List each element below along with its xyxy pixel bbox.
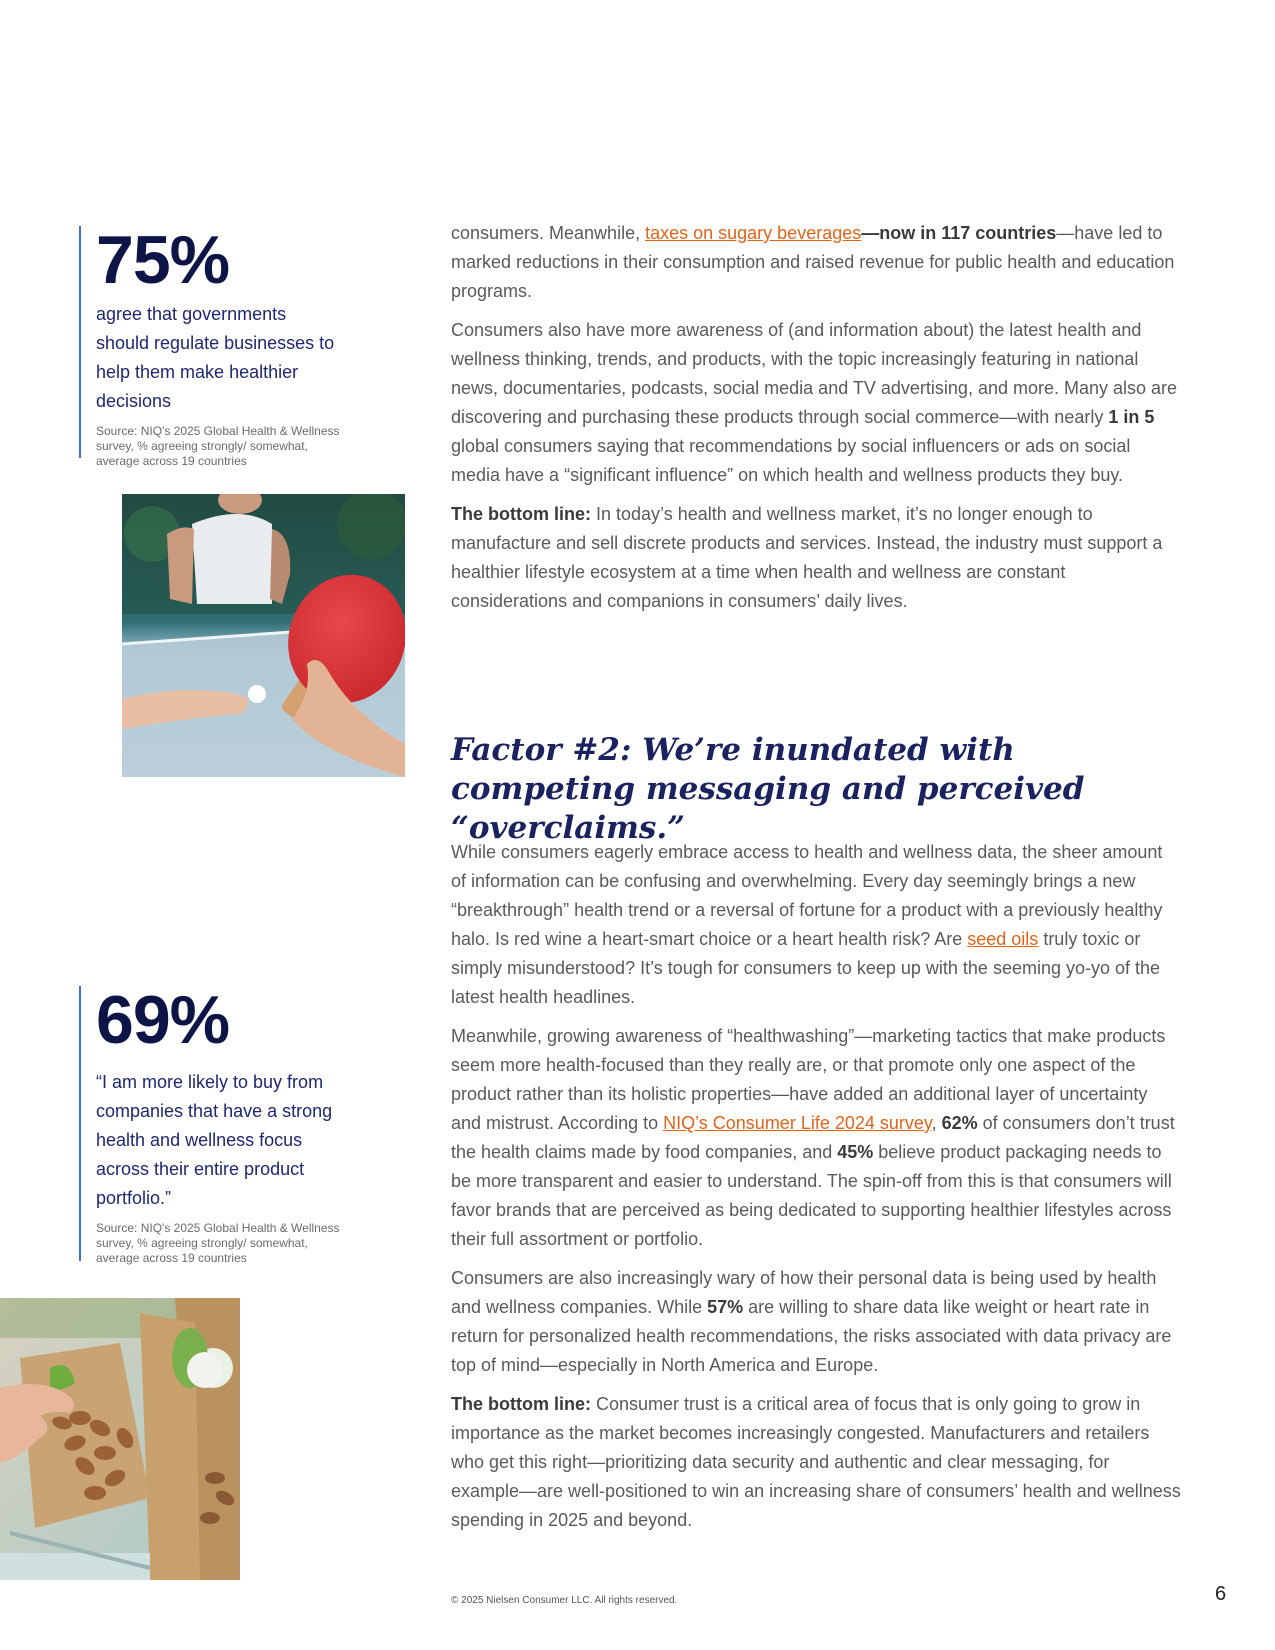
seed-oils-link[interactable]: seed oils xyxy=(967,929,1039,949)
body-section-2 xyxy=(451,838,1181,1545)
body-section-1 xyxy=(451,219,1181,626)
stat-value: 69% xyxy=(96,982,230,1058)
paragraph: Meanwhile, growing awareness of “healthwashing”—marketing tactics that make products seem more health-focused than they really are, or that promote only one aspect of the product rather than its holistic properties—have added an additional layer of uncertainty and mistrust. According to NIQ’s Consumer Life 2024 survey, 62% of consumers don’t trust the health claims made by food companies, and 45% believe product packaging needs to be more transparent and easier to understand. The spin-off from this is that consumers will favor brands that are perceived as being dedicated to supporting healthier lifestyles across their full assortment or portfolio. xyxy=(451,1026,1175,1249)
bottom-line-paragraph: The bottom line: Consumer trust is a critical area of focus that is only going to grow in importance as the market becomes increasingly congested. Manufacturers and retailers who get this right—prioritizing data security and authentic and clear messaging, for example—are well-positioned to win an increasing share of consumers’ health and wellness spending in 2025 and beyond. xyxy=(451,1394,1181,1530)
almonds-photo xyxy=(0,1298,240,1580)
copyright-footer: © 2025 Nielsen Consumer LLC. All rights reserved. xyxy=(451,1595,678,1606)
ping-pong-photo xyxy=(122,494,405,777)
paragraph: Consumers are also increasingly wary of how their personal data is being used by health and wellness companies. While 57% are willing to share data like weight or heart rate in return for personalized health recommendations, the risks associated with data privacy are top of mind—especially in North America and Europe. xyxy=(451,1268,1172,1375)
stat-callout-69 xyxy=(79,982,341,1265)
stat-description: agree that governments should regulate businesses to help them make healthier decisions xyxy=(96,304,335,411)
taxes-sugary-beverages-link[interactable]: taxes on sugary beverages xyxy=(645,223,862,243)
paragraph: Consumers also have more awareness of (and information about) the latest health and wellness thinking, trends, and products, with the topic increasingly featuring in national news, documentaries, podcasts, social media and TV advertising, and more. Many also are discovering and purchasing these products through social commerce—with nearly 1 in 5 global consumers saying that recommendations by social influencers or ads on social media have a “significant influence” on which health and wellness products they buy. xyxy=(451,320,1178,485)
bottom-line-paragraph: The bottom line: In today’s health and wellness market, it’s no longer enough to manufacture and sell discrete products and services. Instead, the industry must support a healthier lifestyle ecosystem at a time when health and wellness are constant considerations and companions in consumers’ daily lives. xyxy=(451,504,1163,611)
consumer-life-survey-link[interactable]: NIQ’s Consumer Life 2024 survey xyxy=(663,1113,932,1133)
stat-callout-75 xyxy=(79,222,341,468)
page-number: 6 xyxy=(1215,1583,1227,1605)
stat-source: Source: NIQ's 2025 Global Health & Wellness survey, % agreeing strongly/ somewhat, average across 19 countries xyxy=(96,424,340,468)
paragraph: While consumers eagerly embrace access to health and wellness data, the sheer amount of information can be confusing and overwhelming. Every day seemingly brings a new “breakthrough” health trend or a reversal of fortune for a product with a previously healthy halo. Is red wine a heart-smart choice or a heart health risk? Are seed oils truly toxic or simply misunderstood? It’s tough for consumers to keep up with the seeming yo-yo of the latest health headlines. xyxy=(451,842,1163,1007)
factor-2-heading: Factor #2: We’re inundated with competing messaging and perceived “overclaims.” xyxy=(451,732,1085,846)
stat-value: 75% xyxy=(96,222,230,298)
stat-source: Source: NIQ's 2025 Global Health & Wellness survey, % agreeing strongly/ somewhat, average across 19 countries xyxy=(96,1221,340,1265)
stat-quote: “I am more likely to buy from companies that have a strong health and wellness focus across their entire product portfolio.” xyxy=(96,1072,333,1208)
paragraph: consumers. Meanwhile, taxes on sugary beverages—now in 117 countries—have led to marked reductions in their consumption and raised revenue for public health and education programs. xyxy=(451,223,1175,301)
